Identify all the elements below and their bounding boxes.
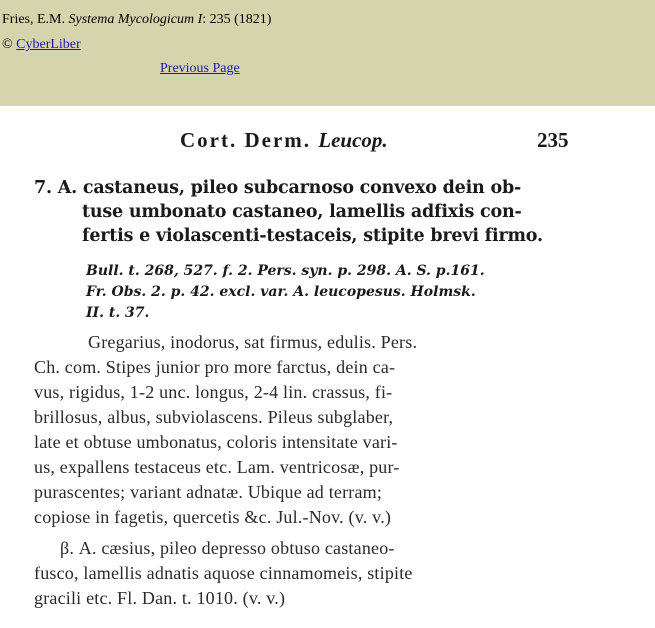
text-line: β. A. cæsius, pileo depresso obtuso castaneo- (60, 538, 395, 558)
text-line: purascentes; variant adnatæ. Ubique ad terram; (34, 482, 383, 502)
copyright-symbol: © (2, 37, 13, 52)
text-line: fusco, lamellis adnatis aquose cinnamomeis, stipite (34, 563, 413, 583)
running-head-genus: Leucop. (318, 128, 388, 152)
scanned-page (0, 106, 655, 628)
page-number: 235 (537, 128, 569, 152)
copyright-line (2, 37, 81, 53)
cyberliber-link[interactable]: CyberLiber (16, 37, 81, 52)
text-line: Gregarius, inodorus, sat firmus, edulis. Pers. (88, 332, 418, 352)
citation-title: Systema Mycologicum I (68, 12, 203, 27)
site-header (0, 0, 655, 106)
text-line: us, expallens testaceus etc. Lam. ventricosæ, pur- (34, 457, 400, 477)
text-line: Ch. com. Stipes junior pro more farctus, dein ca- (34, 357, 396, 377)
text-line: gracili etc. Fl. Dan. t. 1010. (v. v.) (34, 588, 286, 608)
text-line: vus, rigidus, 1-2 unc. longus, 2-4 lin. crassus, fi- (34, 382, 393, 402)
text-line: 7. A. castaneus, pileo subcarnoso convexo dein ob- (34, 178, 522, 198)
previous-page-link[interactable]: Previous Page (160, 61, 240, 76)
text-line: fertis e violascenti-testaceis, stipite brevi firmo. (82, 226, 543, 246)
citation (2, 12, 271, 28)
running-head-prefix: Cort. Derm. (180, 128, 312, 152)
text-line: II. t. 37. (86, 305, 150, 321)
text-line: Fr. Obs. 2. p. 42. excl. var. A. leucopesus. Holmsk. (86, 284, 476, 300)
text-line: brillosus, albus, subviolascens. Pileus subglaber, (34, 407, 394, 427)
text-line: Bull. t. 268, 527. f. 2. Pers. syn. p. 298. A. S. p.161. (86, 263, 485, 279)
text-line: late et obtuse umbonatus, coloris intensitate vari- (34, 432, 398, 452)
citation-rest: : 235 (1821) (202, 12, 272, 27)
running-head (180, 128, 388, 153)
text-line: copiose in fagetis, quercetis &c. Jul.-Nov. (v. v.) (34, 507, 392, 527)
citation-author: Fries, E.M. (2, 12, 69, 27)
text-line: tuse umbonato castaneo, lamellis adfixis con- (82, 202, 522, 222)
